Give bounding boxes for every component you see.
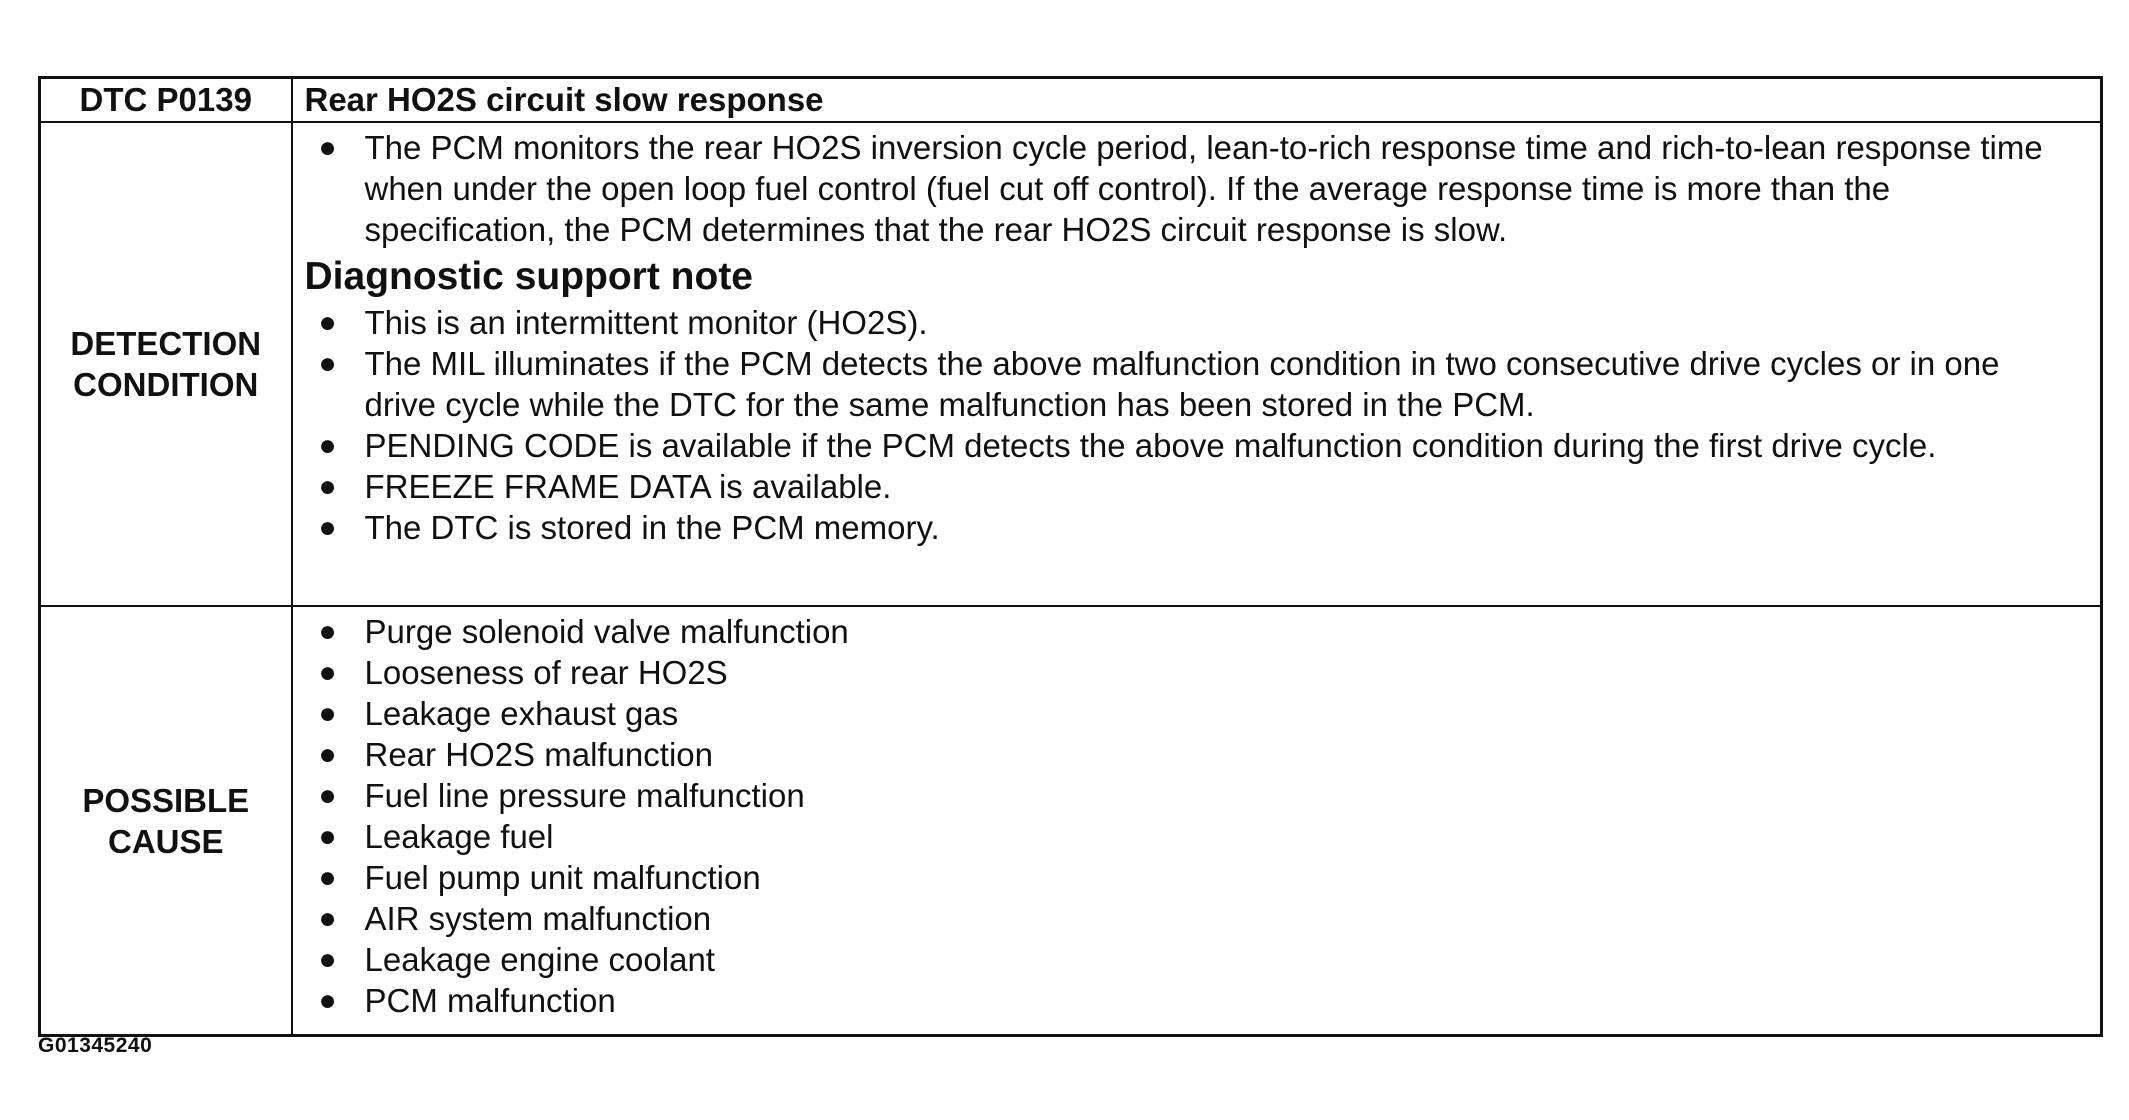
detection-label-line1: DETECTION <box>70 325 262 362</box>
list-item: ● PENDING CODE is available if the PCM detects the above malfunction condition during the first drive cycle. <box>318 427 1937 464</box>
bullet-icon: ● <box>318 779 337 812</box>
detection-condition-label <box>40 122 292 606</box>
cause-label-line2: CAUSE <box>107 822 224 860</box>
bullet-icon: ● <box>318 943 337 976</box>
bullet-icon: ● <box>318 656 337 689</box>
bullet-icon: ● <box>318 347 337 380</box>
bullet-icon: ● <box>318 820 337 853</box>
list-item: ● Leakage fuel <box>318 818 554 855</box>
list-item: ● Leakage exhaust gas <box>318 695 679 732</box>
bullet-icon: ● <box>318 902 337 935</box>
list-item: ● Fuel pump unit malfunction <box>318 859 761 896</box>
detection-condition-content <box>292 122 2102 606</box>
detection-label-line2: CONDITION <box>73 366 259 403</box>
bullet-icon: ● <box>318 984 337 1017</box>
list-item: ● The PCM monitors the rear HO2S inversion cycle period, lean-to-rich response time and rich-to-lean response time when under the open loop fuel control (fuel cut off control). If the average response time is more than the specification, the PCM determines that the rear HO2S circuit response is slow. <box>318 129 2043 248</box>
possible-cause-content <box>292 606 2102 1036</box>
bullet-icon: ● <box>318 131 337 164</box>
list-item: ● Leakage engine coolant <box>318 941 715 978</box>
figure-id: G01345240 <box>38 1034 153 1057</box>
diagnostic-note-heading: Diagnostic support note <box>304 255 753 298</box>
bullet-icon: ● <box>318 306 337 339</box>
bullet-icon: ● <box>318 861 337 894</box>
cause-label-line1: POSSIBLE <box>82 781 250 819</box>
list-item: ● Rear HO2S malfunction <box>318 736 713 773</box>
detection-intro-list <box>305 127 2081 250</box>
list-item: ● Fuel line pressure malfunction <box>318 777 805 814</box>
list-item: ● FREEZE FRAME DATA is available. <box>318 468 892 505</box>
bullet-icon: ● <box>318 511 337 544</box>
list-item: ● The MIL illuminates if the PCM detects the above malfunction condition in two consecutive drive cycles or in one drive cycle while the DTC for the same malfunction has been stored in the PCM. <box>318 345 2000 423</box>
detection-condition-row <box>40 122 2102 606</box>
dtc-code: DTC P0139 <box>40 78 292 123</box>
list-item: ● Looseness of rear HO2S <box>318 654 728 691</box>
list-item: ● This is an intermittent monitor (HO2S). <box>318 304 928 341</box>
list-item: ● Purge solenoid valve malfunction <box>318 613 849 650</box>
possible-cause-list <box>305 611 2081 1021</box>
bullet-icon: ● <box>318 470 337 503</box>
bullet-icon: ● <box>318 429 337 462</box>
possible-cause-label <box>40 606 292 1036</box>
bullet-icon: ● <box>318 697 337 730</box>
list-item: ● AIR system malfunction <box>318 900 712 937</box>
dtc-title: Rear HO2S circuit slow response <box>292 78 2102 123</box>
bullet-icon: ● <box>318 615 337 648</box>
header-row <box>40 78 2102 123</box>
list-item: ● The DTC is stored in the PCM memory. <box>318 509 940 546</box>
list-item: ● PCM malfunction <box>318 982 616 1019</box>
possible-cause-row <box>40 606 2102 1036</box>
diagnostic-note-list <box>305 302 2081 548</box>
dtc-table <box>38 76 2103 1037</box>
bullet-icon: ● <box>318 738 337 771</box>
